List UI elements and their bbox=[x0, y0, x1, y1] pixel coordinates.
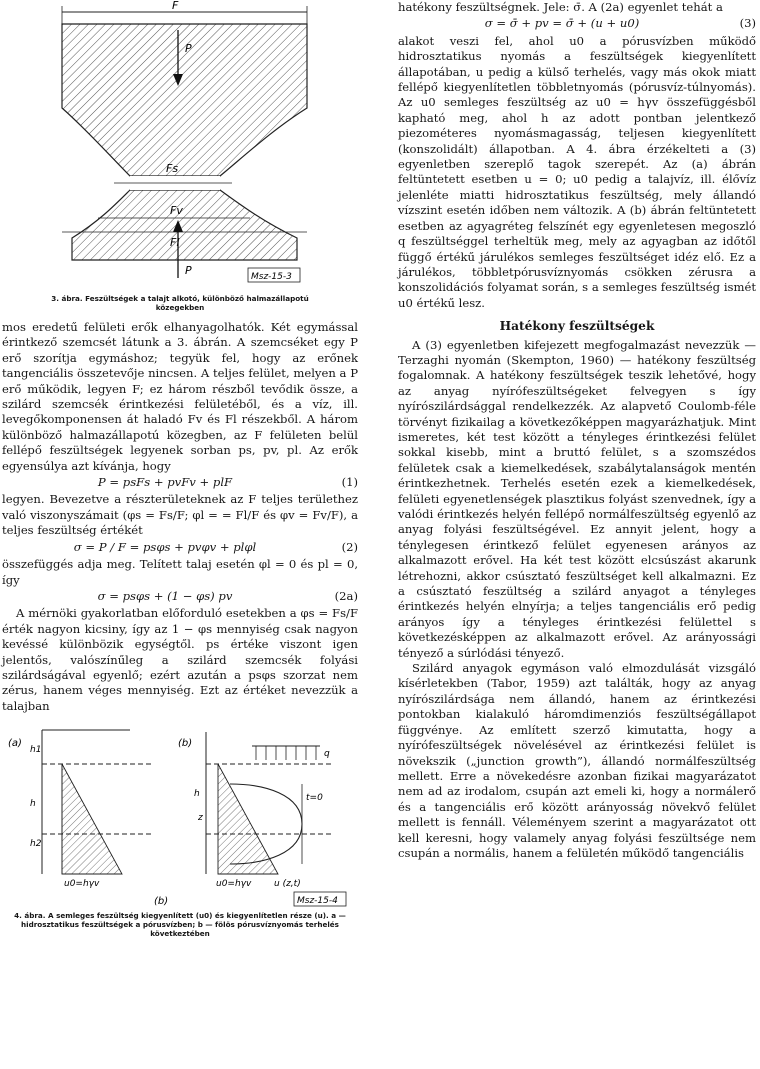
paragraph-2: legyen. Bevezetve a részterületeknek az F teljes területhez való viszonyszámait (φs = Fs/F; φl = = Fl/F és φv = Fv/F), a teljes feszültség értékét bbox=[2, 492, 358, 538]
label-t0: t=0 bbox=[306, 793, 323, 804]
hydrostatic-triangle-b bbox=[218, 764, 278, 874]
label-Fl: Fl bbox=[170, 236, 180, 249]
equation-1 bbox=[2, 475, 358, 490]
equation-2 bbox=[2, 540, 358, 555]
label-P-bottom: P bbox=[185, 264, 192, 277]
label-P-top: P bbox=[185, 42, 192, 55]
label-Fv: Fv bbox=[170, 204, 183, 217]
panel-b-label: (b) bbox=[178, 738, 193, 750]
particle-bottom bbox=[72, 190, 297, 260]
surface-load-q bbox=[252, 746, 320, 760]
label-F: F bbox=[172, 0, 179, 12]
paragraph-3: összefüggés adja meg. Telített talaj esetén φl = 0 és pl = 0, így bbox=[2, 557, 358, 587]
panel-b bbox=[178, 732, 332, 889]
equation-2a-formula: σ = psφs + (1 − φs) pv bbox=[97, 588, 233, 603]
label-u0-b: u0=hγv bbox=[216, 879, 252, 890]
equation-3-formula: σ = σ̄ + pv = σ̄ + (u + u0) bbox=[484, 16, 640, 31]
equation-3 bbox=[398, 16, 756, 31]
label-h-a: h bbox=[30, 799, 36, 810]
panel-b-bottom-label: (b) bbox=[154, 896, 169, 908]
paragraph-7: Szilárd anyagok egymáson való elmozdulását vizsgáló kísérletekben (Tabor, 1959) azt találták, hogy az anyag nyírószilárdsága nem állandó, hanem az érintkezési pontokban kialakuló háromdimenziós feszültségállapot függvénye. Az említett szerző kimutatta, hogy a nyírófeszültségek növelésével az érintkezési felület is növekszik („junction growth”), állandó normálfeszültség mellett. Erre a növekedésre azonban fizikai magyarázatot nem ad az irodalom, csupán azt emeli ki, hogy a normálerő és a tangenciális erő között arányosság növekvő felület mellett is fennáll. Véleményem szerint a magyarázatot ott kell keresni, hogy valamely anyag folyási feszültsége nem csupán a normális, hanem a felületén működő tangenciális bbox=[398, 661, 756, 860]
equation-3-number: (3) bbox=[739, 16, 756, 31]
paragraph-right-top: hatékony feszültségnek. Jele: σ̄. A (2a) egyenlet tehát a bbox=[398, 0, 723, 14]
paragraph-4: A mérnöki gyakorlatban előforduló esetekben a φs = Fs/F érték nagyon kicsiny, így az 1 − φs mennyiség csak nagyon kevéssé különbözik egységtől. ps értéke viszont igen jelentős, valószínűleg a szilárd szemcsék folyási szilárdságával egyenlő; ezért azután a psφs szorzat nem zérus, hanem véges mennyiség. Ezt az értéket nevezzük a talajban bbox=[2, 606, 358, 713]
equation-2-formula: σ = P / F = psφs + pvφv + plφl bbox=[73, 539, 257, 554]
hydrostatic-triangle-a bbox=[62, 764, 122, 874]
label-u0-a: u0=hγv bbox=[64, 879, 100, 890]
label-z: z bbox=[198, 813, 203, 824]
paragraph-1: mos eredetű felületi erők elhanyagolhatók. Két egymással érintkező szemcsét látunk a 3. ábrán. A szemcséket egy P erő szorítja egymáshoz; tegyük fel, hogy az erőnek tangenciális összetevője nincsen. A teljes felület, melyen a P erő működik, legyen F; ez három részből tevődik össze, a szilárd szemcsék érintkezési felületéből, és a víz, ill. levegőkomponensen át haladó Fv és Fl részekből. A három különböző halmazállapotú közegben, az F felületen belül fellépő feszültségek legyenek sorban ps, pv, pl. Az erők egyensúlya azt kívánja, hogy bbox=[2, 320, 358, 473]
figure-4-tag: Msz-15-4 bbox=[297, 896, 338, 907]
section-heading: Hatékony feszültségek bbox=[499, 319, 655, 334]
label-h1: h1 bbox=[30, 745, 42, 756]
paragraph-6: A (3) egyenletben kifejezett megfogalmazást nevezzük — Terzaghi nyomán (Skempton, 1960) — hatékony feszültség fogalomnak. A hatékony feszültségek teszik lehetővé, hogy az anyag nyírófeszültségeket felvegyen s így nyírószilárdsággal rendelkezzék. Az alapvető Coulomb-féle törvényt fizikailag a következőképpen magyarázhatjuk. Mint ismeretes, két test között a tényleges érintkezési felület sokkal kisebb, mint a bruttó felület, s a szomszédos felületek csak a kiemelkedések, szabálytalanságok mentén érintkezhetnek. Terhelés esetén ezek a kiemelkedések, felületi egyenetlenségek plasztikus folyást szenvednek, így a valódi érintkezés helyén fellépő normálfeszültség egyenlő az anyag folyási feszültségével. Ez annyit jelent, hogy a ténylegesen érintkező felület egyenesen arányos az alkalmazott erővel. Ha két test között elcsúszást akarunk létrehozni, akkor csúsztató feszültséget kell alkalmazni. Ez a csúsztató feszültség a szilárd anyagot a tényleges érintkezés helyén elnyírja; a teljes tangenciális erő pedig arányos így a tényleges érintkezési felülettel s következésképpen az alkalmazott erővel. Az arányossági tényező a súrlódási tényező. bbox=[398, 337, 756, 660]
figure-3-caption: 3. ábra. Feszültségek a talajt alkotó, különböző halmazállapotú közegekben bbox=[51, 294, 309, 312]
equation-2-number: (2) bbox=[341, 539, 358, 554]
paragraph-5: alakot veszi fel, ahol u0 a pórusvízben működő hidrosztatikus nyomás a feszültségek kiegyenlített állapotában, u pedig a külső terhelés, vagy más okok miatt fellépő kiegyenlítetlen többletnyomás (pórusvíz-túlnyomás). Az u0 semleges feszültség az u0 = hγv összefüggésből kapható meg, ahol h az adott pontban jelentkező piezométeres nyomásmagasság, teljesen kiegyenlített (konszolidált) állapotban. A 4. ábra érzékelteti a (3) egyenletben szereplő tagok szerepét. Az (a) ábrán feltüntetett esetben u = 0; u0 pedig a talajvíz, ill. élővíz jelenléte miatti hidrosztatikus feszültség, mely állandó vízszint esetén időben nem változik. A (b) ábrán feltüntetett esetben az agyagréteg felszínét egy egyenletesen megoszló q feszültséggel terheltük meg, mely az agyagban az időtől függő értékű járulékos semleges feszültséget idéz elő. Ez a járulékos, többletpórusvíznyomás csökken zérusra a konszolidációs folyamat során, s a semleges feszültség ismét u0 értékű lesz. bbox=[398, 33, 756, 310]
panel-a-label: (a) bbox=[8, 738, 22, 750]
label-Fs: Fs bbox=[166, 162, 179, 175]
left-column bbox=[2, 0, 358, 938]
equation-2a-number: (2a) bbox=[334, 588, 358, 603]
equation-1-number: (1) bbox=[341, 475, 358, 490]
label-h-b: h bbox=[194, 789, 200, 800]
figure-4-caption: 4. ábra. A semleges feszültség kiegyenlített (u0) és kiegyenlítetlen része (u). a — hidrosztatikus feszültségek a pórusvízben; b — fölös pórusvíznyomás terhelés következtében bbox=[14, 911, 346, 939]
figure-3 bbox=[2, 0, 358, 292]
panel-a bbox=[8, 730, 152, 889]
label-u-zt: u (z,t) bbox=[274, 879, 301, 890]
equation-1-formula: P = psFs + pvFv + plF bbox=[97, 475, 233, 490]
equation-2a bbox=[2, 589, 358, 604]
right-column bbox=[398, 0, 756, 861]
label-h2: h2 bbox=[30, 839, 42, 850]
figure-4 bbox=[2, 724, 358, 910]
label-q: q bbox=[324, 749, 330, 760]
figure-3-tag: Msz-15-3 bbox=[251, 272, 292, 282]
